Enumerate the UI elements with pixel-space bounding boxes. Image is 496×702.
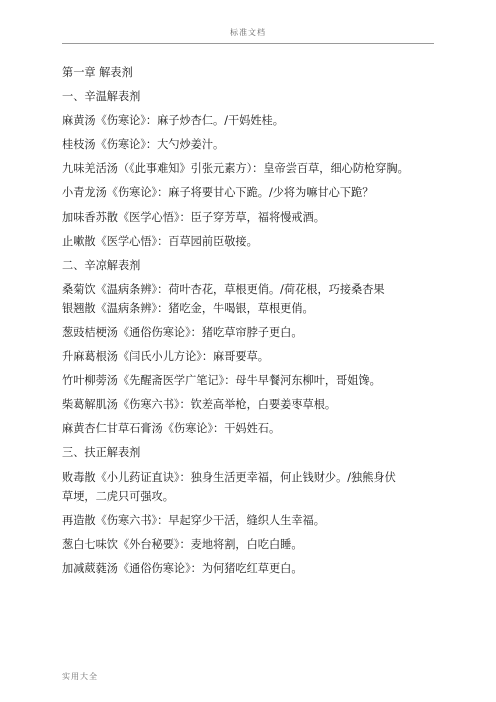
formula-line: 加减葳蕤汤《通俗伤寒论》：为何猪吃红草更白。 (62, 561, 303, 575)
formula-line: 葱豉桔梗汤《通俗伤寒论》：猪吃草帘脖子更白。 (62, 325, 303, 339)
formula-line: 麻黄汤《伤寒论》：麻子炒杏仁。/干妈姓桂。 (62, 114, 284, 128)
formula-line-continued: 草埂，二虎只可强攻。 (62, 489, 174, 503)
formula-line: 桂枝汤《伤寒论》：大勺炒姜汁。 (62, 138, 225, 152)
section-heading: 三、扶正解表剂 (62, 446, 141, 460)
formula-line: 加味香苏散《医学心悟》：臣子穿芳草，福将慢戒酒。 (62, 210, 325, 224)
formula-line: 升麻葛根汤《闫氏小儿方论》：麻哥要草。 (62, 350, 269, 364)
formula-line: 桑菊饮《温病条辨》：荷叶杏花，草根更俏。/荷花根，巧接桑杏果 (62, 282, 385, 296)
formula-line: 九味羌活汤（《此事难知》引张元素方）：皇帝尝百草，细心防枪穿胸。 (62, 162, 409, 176)
formula-line: 再造散《伤寒六书》：早起穿少干活，缝织人生幸福。 (62, 513, 325, 527)
header-text: 标准文档 (230, 28, 266, 37)
formula-line: 麻黄杏仁甘草石膏汤《伤寒论》：干妈姓石。 (62, 422, 281, 436)
document-body (62, 66, 442, 586)
formula-line: 止嗽散《医学心悟》：百草园前臣敬接。 (62, 234, 258, 248)
section-heading: 二、辛凉解表剂 (62, 258, 141, 272)
formula-line: 银翘散《温病条辨》：猪吃金，牛喝银，草根更俏。 (62, 301, 314, 315)
chapter-title: 第一章 解表剂 (62, 66, 133, 79)
formula-line: 竹叶柳蒡汤《先醒斋医学广笔记》：母牛早餐河东柳叶，哥姐馋。 (62, 374, 381, 388)
formula-line: 败毒散《小儿药证直诀》：独身生活更幸福，何止钱财少。/独熊身伏 (62, 470, 396, 484)
formula-line: 小青龙汤《伤寒论》：麻子将要甘心下跪。/少将为嘛甘心下跪？ (62, 186, 374, 200)
page-header (0, 0, 496, 44)
header-divider (62, 43, 434, 44)
page-footer: 实用大全 (62, 672, 98, 681)
formula-line: 柴葛解肌汤《伤寒六书》：钦差高举枪，白要姜枣草根。 (62, 398, 337, 412)
formula-line: 葱白七味饮《外台秘要》：麦地将割，白吃白睡。 (62, 537, 303, 551)
section-heading: 一、辛温解表剂 (62, 90, 141, 104)
